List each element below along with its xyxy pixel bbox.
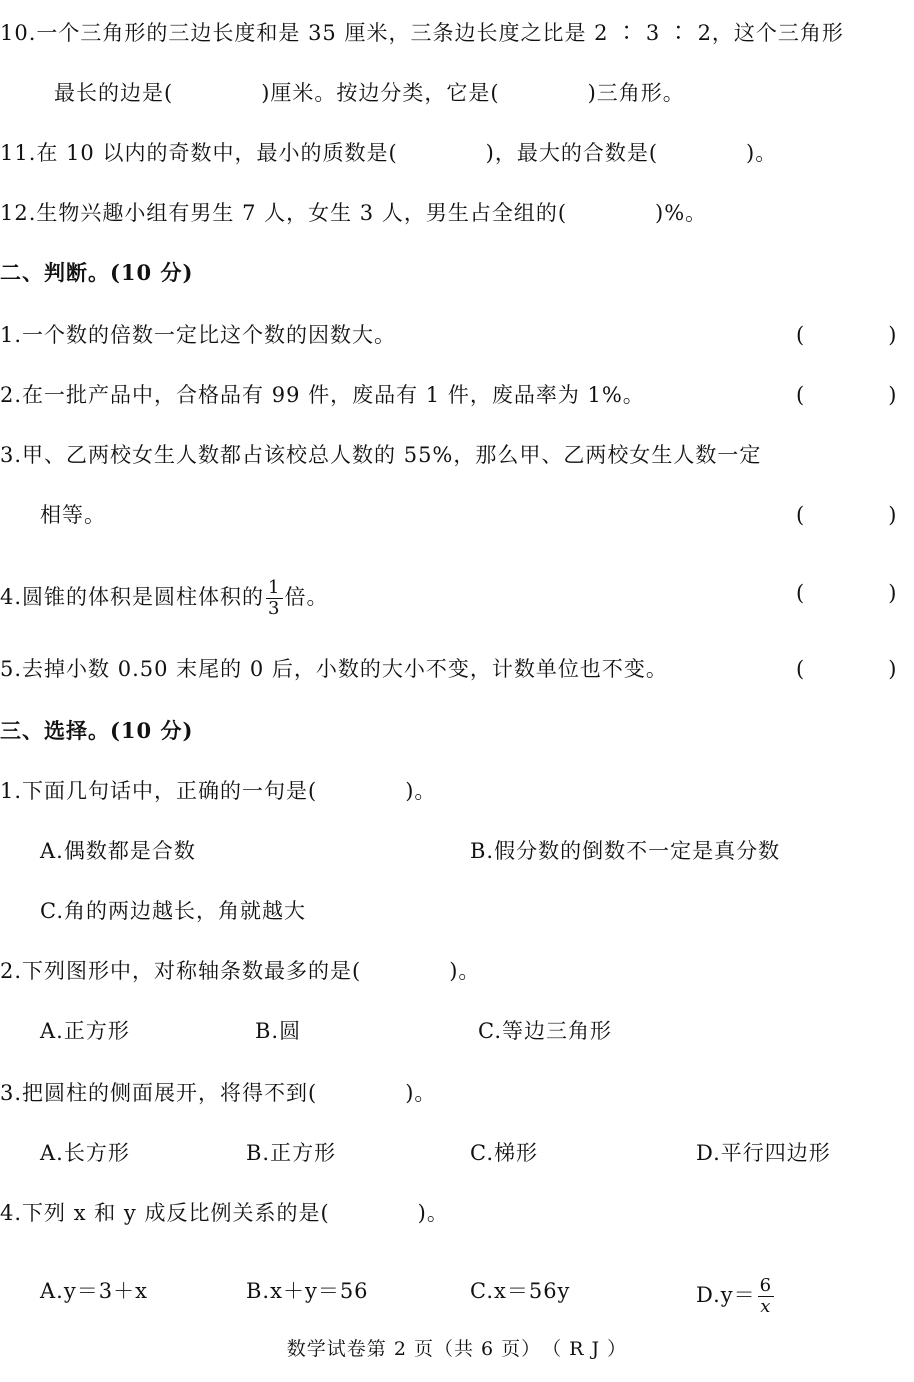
judge-question-1: 1.一个数的倍数一定比这个数的因数大。 <box>0 323 397 347</box>
judge-question-3-line2: 相等。 <box>40 503 106 527</box>
choice-question-2: 2.下列图形中，对称轴条数最多的是( )。 <box>0 959 481 983</box>
choice-4-option-b[interactable]: B.x＋y＝56 <box>246 1279 369 1303</box>
choice-1-option-b[interactable]: B.假分数的倒数不一定是真分数 <box>470 839 781 863</box>
fraction-numerator: 6 <box>759 1275 773 1296</box>
fraction-denominator: 3 <box>268 598 281 619</box>
choice-2-option-c[interactable]: C.等边三角形 <box>478 1019 612 1043</box>
judge-question-4-text: 4.圆锥的体积是圆柱体积的 <box>0 585 265 609</box>
choice-3-option-d[interactable]: D.平行四边形 <box>696 1141 831 1165</box>
fraction-one-third <box>266 578 282 619</box>
choice-3-option-b[interactable]: B.正方形 <box>246 1141 337 1165</box>
judge-answer-4[interactable]: ( ) <box>796 581 897 605</box>
judge-question-4-suffix: 倍。 <box>284 585 329 609</box>
question-10-line1: 10.一个三角形的三边长度和是 35 厘米，三条边长度之比是 2 ∶ 3 ∶ 2，这个三角形 <box>0 21 844 45</box>
choice-4-option-a[interactable]: A.y＝3＋x <box>40 1279 148 1303</box>
question-12: 12.生物兴趣小组有男生 7 人，女生 3 人，男生占全组的( )%。 <box>0 201 708 225</box>
judge-answer-3[interactable]: ( ) <box>796 503 897 527</box>
section-judge-heading: 二、判断。(10 分) <box>0 260 194 285</box>
judge-answer-5[interactable]: ( ) <box>796 657 897 681</box>
choice-2-option-b[interactable]: B.圆 <box>255 1019 302 1043</box>
judge-question-5: 5.去掉小数 0.50 末尾的 0 后，小数的大小不变，计数单位也不变。 <box>0 657 668 681</box>
choice-question-4: 4.下列 x 和 y 成反比例关系的是( )。 <box>0 1201 449 1225</box>
choice-4-option-d[interactable] <box>696 1276 776 1317</box>
page-footer: 数学试卷第 2 页（共 6 页） （ R J ） <box>286 1338 628 1360</box>
fraction-denominator: x <box>760 1296 772 1317</box>
choice-1-option-c[interactable]: C.角的两边越长，角就越大 <box>40 899 306 923</box>
choice-3-option-c[interactable]: C.梯形 <box>470 1141 538 1165</box>
choice-2-option-a[interactable]: A.正方形 <box>40 1019 130 1043</box>
choice-question-3: 3.把圆柱的侧面展开，将得不到( )。 <box>0 1081 437 1105</box>
judge-question-4 <box>0 578 329 619</box>
choice-4-option-d-text: D.y＝ <box>696 1283 756 1307</box>
choice-3-option-a[interactable]: A.长方形 <box>40 1141 130 1165</box>
choice-1-option-a[interactable]: A.偶数都是合数 <box>40 839 196 863</box>
judge-question-3-line1: 3.甲、乙两校女生人数都占该校总人数的 55%，那么甲、乙两校女生人数一定 <box>0 443 762 467</box>
choice-4-option-c[interactable]: C.x＝56y <box>470 1279 571 1303</box>
judge-answer-2[interactable]: ( ) <box>796 383 897 407</box>
judge-answer-1[interactable]: ( ) <box>796 323 897 347</box>
section-choice-heading: 三、选择。(10 分) <box>0 718 194 743</box>
judge-question-2: 2.在一批产品中，合格品有 99 件，废品有 1 件，废品率为 1%。 <box>0 383 645 407</box>
question-10-line2: 最长的边是( )厘米。按边分类，它是( )三角形。 <box>54 81 685 105</box>
fraction-numerator: 1 <box>268 577 281 598</box>
choice-question-1: 1.下面几句话中，正确的一句是( )。 <box>0 779 437 803</box>
question-11: 11.在 10 以内的奇数中，最小的质数是( )，最大的合数是( )。 <box>0 141 778 165</box>
fraction-six-over-x <box>758 1276 774 1317</box>
